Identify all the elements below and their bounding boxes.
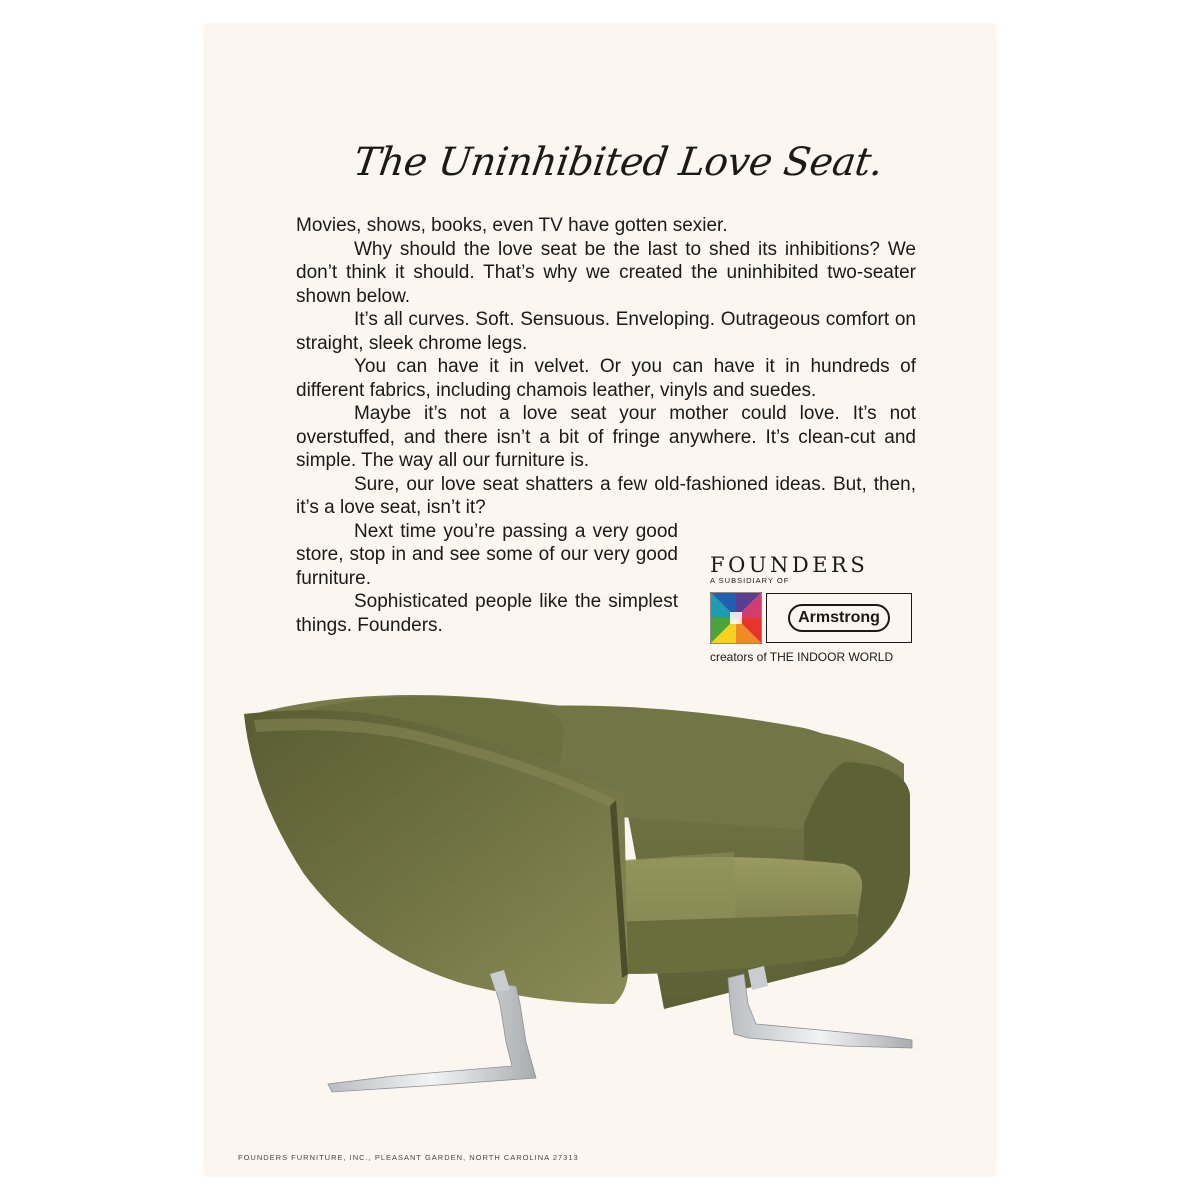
armstrong-tagline: creators of THE INDOOR WORLD: [710, 650, 894, 664]
founders-wordmark: FOUNDERS: [710, 553, 869, 577]
armstrong-wordmark: Armstrong: [788, 604, 890, 632]
headline: The Uninhibited Love Seat.: [350, 140, 886, 185]
footer-address: FOUNDERS FURNITURE, INC., PLEASANT GARDEN, NORTH CAROLINA 27313: [238, 1153, 579, 1162]
armstrong-color-square-icon: [710, 592, 762, 644]
paragraph-7: Next time you’re passing a very good store, stop in and see some of our very good furniture.: [296, 520, 678, 589]
love-seat-photo: [244, 674, 944, 1154]
paragraph-1: Movies, shows, books, even TV have gotten sexier.: [296, 215, 728, 236]
narrow-column: [296, 520, 678, 638]
paragraph-3: It’s all curves. Soft. Sensuous. Enveloping. Outrageous comfort on straight, sleek chrome legs.: [296, 309, 916, 354]
logo-row: [710, 592, 920, 644]
advertisement-page: [204, 24, 996, 1176]
paragraph-5: Maybe it’s not a love seat your mother could love. It’s not overstuffed, and there isn’t a bit of fringe anywhere. It’s clean-cut and simple. The way all our furniture is.: [296, 403, 916, 471]
armstrong-name-box: [766, 593, 912, 643]
founders-armstrong-logo: [710, 554, 920, 664]
subsidiary-label: A SUBSIDIARY OF: [710, 576, 790, 585]
paragraph-4: You can have it in velvet. Or you can have it in hundreds of different fabrics, including chamois leather, vinyls and suedes.: [296, 356, 916, 401]
paragraph-6: Sure, our love seat shatters a few old-fashioned ideas. But, then, it’s a love seat, isn’t it?: [296, 473, 916, 518]
paragraph-2: Why should the love seat be the last to shed its inhibitions? We don’t think it should. That’s why we created the uninhibited two-seater shown below.: [296, 238, 916, 307]
paragraph-8: Sophisticated people like the simplest things. Founders.: [296, 591, 678, 636]
